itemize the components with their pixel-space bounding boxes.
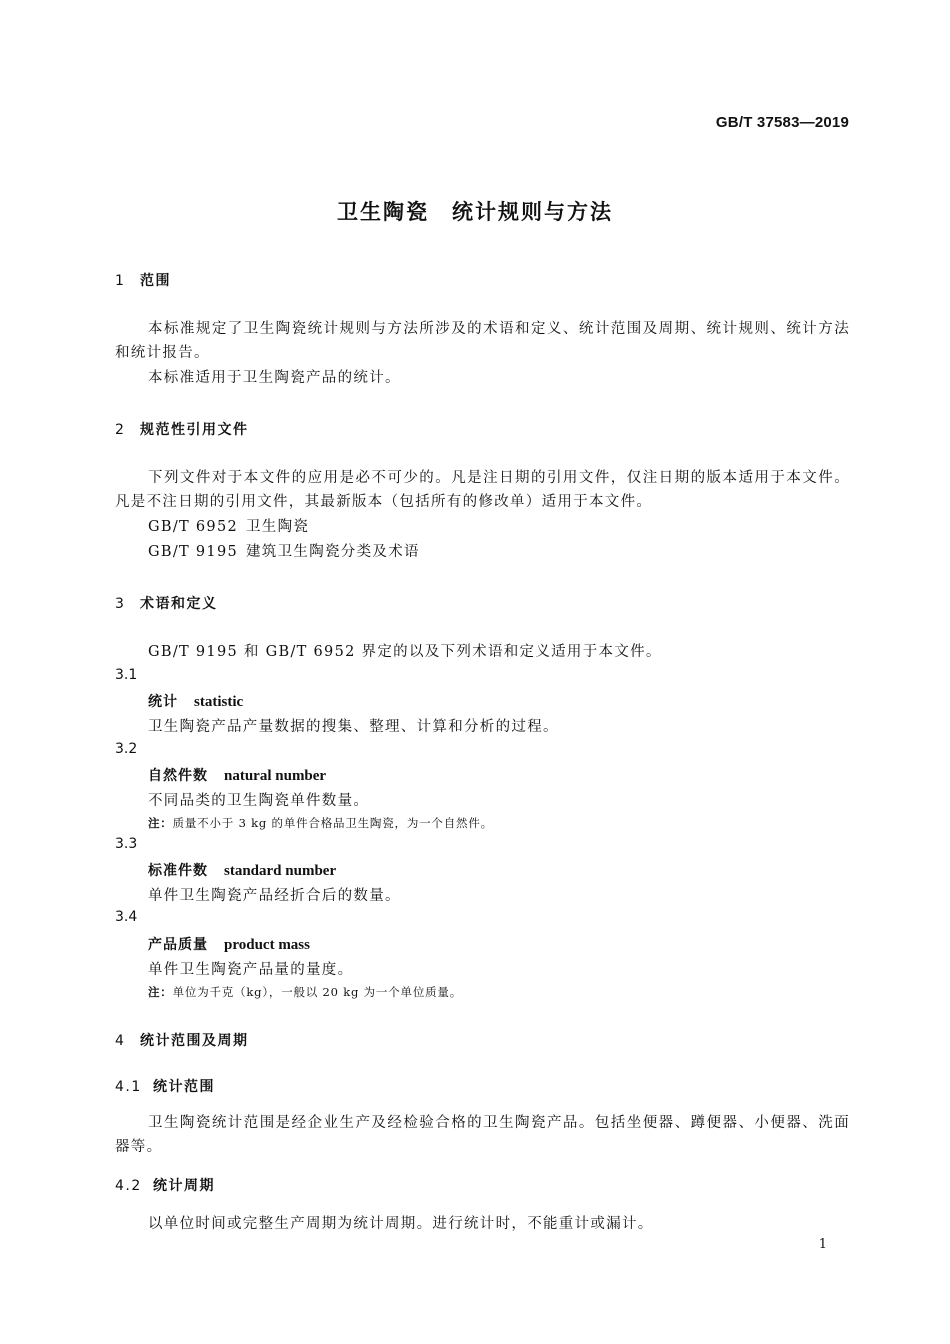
term-heading xyxy=(148,860,336,880)
term-heading xyxy=(148,934,310,954)
section-1-heading xyxy=(115,270,171,290)
term-definition: 不同品类的卫生陶瓷单件数量。 xyxy=(148,793,370,809)
term-zh: 自然件数 xyxy=(148,768,208,784)
term-en: statistic xyxy=(194,694,244,710)
subsection-title: 统计周期 xyxy=(153,1178,215,1194)
reference-code: GB/T 9195 xyxy=(148,544,239,560)
term-number: 3.4 xyxy=(115,909,138,925)
section-number: 1 xyxy=(115,273,126,289)
subsection-4-2-heading xyxy=(115,1175,215,1195)
term-definition: 单件卫生陶瓷产品经折合后的数量。 xyxy=(148,888,401,904)
term-heading xyxy=(148,691,243,711)
subsection-number: 4.1 xyxy=(115,1079,142,1095)
section-number: 2 xyxy=(115,422,126,438)
paragraph: 以单位时间或完整生产周期为统计周期。进行统计时，不能重计或漏计。 xyxy=(148,1216,654,1232)
term-en: natural number xyxy=(224,768,327,784)
term-number: 3.2 xyxy=(115,741,138,757)
term-heading xyxy=(148,765,326,785)
section-number: 3 xyxy=(115,596,126,612)
section-2-heading xyxy=(115,419,249,439)
section-title: 规范性引用文件 xyxy=(140,422,249,438)
note-text: 质量不小于 3 kg 的单件合格品卫生陶瓷，为一个自然件。 xyxy=(172,816,493,830)
reference-item xyxy=(148,540,420,561)
subsection-title: 统计范围 xyxy=(153,1079,215,1095)
term-definition: 单件卫生陶瓷产品量的量度。 xyxy=(148,962,354,978)
reference-code: GB/T 6952 xyxy=(148,519,239,535)
section-number: 4 xyxy=(115,1033,126,1049)
term-zh: 标准件数 xyxy=(148,863,208,879)
paragraph: GB/T 9195 和 GB/T 6952 界定的以及下列术语和定义适用于本文件。 xyxy=(148,644,662,660)
subsection-4-1-heading xyxy=(115,1076,215,1096)
note-label: 注： xyxy=(148,816,173,830)
reference-title: 卫生陶瓷 xyxy=(246,519,310,535)
standard-code: GB/T 37583—2019 xyxy=(715,114,849,131)
page-number: 1 xyxy=(818,1237,827,1252)
reference-item xyxy=(148,515,309,536)
note-label: 注： xyxy=(148,985,173,999)
document-title: 卫生陶瓷 统计规则与方法 xyxy=(337,200,613,224)
term-zh: 统计 xyxy=(148,694,178,710)
term-note xyxy=(148,815,493,831)
section-title: 范围 xyxy=(140,273,171,289)
reference-title: 建筑卫生陶瓷分类及术语 xyxy=(246,544,420,560)
paragraph: 下列文件对于本文件的应用是必不可少的。凡是注日期的引用文件，仅注日期的版本适用于本文件。凡是不注日期的引用文件，其最新版本（包括所有的修改单）适用于本文件。 xyxy=(115,470,850,510)
term-number: 3.1 xyxy=(115,667,138,683)
section-3-heading xyxy=(115,593,218,613)
paragraph: 本标准规定了卫生陶瓷统计规则与方法所涉及的术语和定义、统计范围及周期、统计规则、统计方法和统计报告。 xyxy=(115,321,850,361)
section-title: 术语和定义 xyxy=(140,596,218,612)
section-4-heading xyxy=(115,1030,249,1050)
note-text: 单位为千克（kg），一般以 20 kg 为一个单位质量。 xyxy=(172,985,463,999)
subsection-number: 4.2 xyxy=(115,1178,142,1194)
section-title: 统计范围及周期 xyxy=(140,1033,249,1049)
term-zh: 产品质量 xyxy=(148,937,208,953)
term-en: standard number xyxy=(224,863,337,879)
term-en: product mass xyxy=(224,937,310,953)
paragraph: 本标准适用于卫生陶瓷产品的统计。 xyxy=(148,370,401,386)
paragraph: 卫生陶瓷统计范围是经企业生产及经检验合格的卫生陶瓷产品。包括坐便器、蹲便器、小便器、洗面器等。 xyxy=(115,1115,850,1155)
term-number: 3.3 xyxy=(115,836,138,852)
term-note xyxy=(148,984,462,1000)
term-definition: 卫生陶瓷产品产量数据的搜集、整理、计算和分析的过程。 xyxy=(148,719,559,735)
